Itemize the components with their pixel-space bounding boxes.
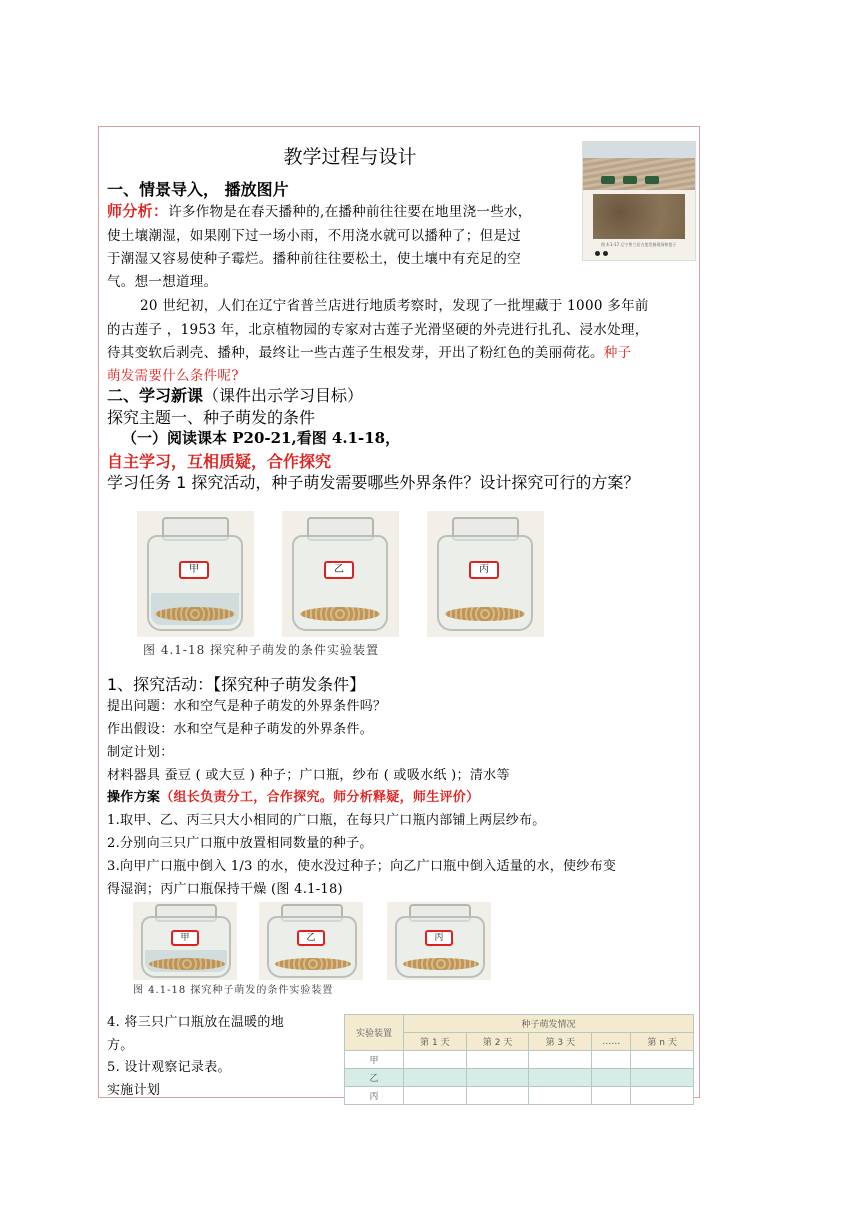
jar-label-c: 丙 [469,561,499,579]
day-header: 第 1 天 [404,1033,467,1051]
implement-line: 实施计划 [107,1083,161,1098]
table-row [345,1087,694,1105]
table-row [345,1069,694,1087]
step-4b: 方。 [107,1038,134,1053]
row-label: 乙 [345,1069,404,1087]
analysis-label: 师分析： [107,202,169,220]
story-question: 萌发需要什么条件呢? [107,368,239,384]
jar-photo-a [137,511,254,637]
step-5: 5. 设计观察记录表。 [107,1060,231,1075]
jar-label-b: 乙 [324,561,354,579]
topic-heading: 探究主题一、种子萌发的条件 [107,408,316,427]
jar-photo-b-2 [259,902,363,980]
day-header: 第 2 天 [466,1033,529,1051]
page-title: 教学过程与设计 [283,146,417,168]
plan-line: 制定计划： [107,745,174,760]
row-label: 甲 [345,1051,404,1069]
jar-label-b-2: 乙 [297,930,325,946]
hypothesis-line: 作出假设：水和空气是种子萌发的外界条件。 [107,722,374,737]
farm-photo [582,141,696,261]
figure-caption-2: 图 4.1-18 探究种子萌发的条件实验装置 [133,985,334,996]
jar-photo-c [427,511,544,637]
analysis-line-3: 于潮湿又容易使种子霉烂。播种前往往要松土，使土壤中有充足的空 [107,251,521,267]
table-group-header: 种子萌发情况 [404,1015,694,1033]
story-line-1: 20 世纪初，人们在辽宁省普兰店进行地质考察时，发现了一批埋藏于 1000 多年前 [140,298,649,314]
story-line-3 [107,341,631,361]
table-corner: 实验装置 [345,1015,404,1051]
section-2-title: 二、学习新课 [107,386,204,405]
analysis-line-1 [107,200,532,221]
materials-line: 材料器具 蚕豆 ( 或大豆 ) 种子；广口瓶，纱布 ( 或吸水纸 )；清水等 [107,768,510,783]
table-row [345,1051,694,1069]
jar-photo-c-2 [387,902,491,980]
photo-caption: 图 4.1-17 辽宁普兰店古莲发掘现场和莲子 [601,242,677,247]
jar-label-a: 甲 [179,561,209,579]
day-header: 第 n 天 [631,1033,694,1051]
jar-photo-a-2 [133,902,237,980]
row-label: 丙 [345,1087,404,1105]
story-text-3: 待其变软后剥壳、播种，最终让一些古莲子生根发芽，开出了粉红色的美丽荷花。 [107,345,604,361]
activity-heading: 1、探究活动：【探究种子萌发条件】 [107,675,366,694]
figure-caption: 图 4.1-18 探究种子萌发的条件实验装置 [143,643,380,657]
jar-label-a-2: 甲 [171,930,199,946]
section-2-note: （课件出示学习目标） [203,386,364,405]
story-question-start: 种子 [603,345,632,361]
step-2: 2.分别向三只广口瓶中放置相同数量的种子。 [107,836,373,851]
step-1: 1.取甲、乙、丙三只大小相同的广口瓶，在每只广口瓶内部铺上两层纱布。 [107,813,546,828]
learning-task: 学习任务 1 探究活动，种子萌发需要哪些外界条件？设计探究可行的方案？ [107,473,640,492]
analysis-line-2: 使土壤潮湿，如果刚下过一场小雨，不用浇水就可以播种了；但是过 [107,228,521,244]
section-1-heading: 一、情景导入， 播放图片 [107,180,289,199]
analysis-line-4: 气。想一想道理。 [107,274,218,290]
day-header: …… [592,1033,631,1051]
step-4a: 4. 将三只广口瓶放在温暖的地 [107,1015,285,1030]
step-3a: 3.向甲广口瓶中倒入 1/3 的水，使水没过种子；向乙广口瓶中倒入适量的水，使纱布变 [107,859,617,874]
question-line: 提出问题：水和空气是种子萌发的外界条件吗？ [107,699,387,714]
self-study-line: 自主学习，互相质疑，合作探究 [107,452,332,471]
steps-label: 操作方案 [107,790,161,805]
read-instruction: （一）阅读课本 P20-21,看图 4.1-18， [122,429,401,447]
steps-note: （组长负责分工，合作探究。师分析释疑，师生评价） [160,790,480,805]
step-3b: 得湿润；丙广口瓶保持干燥 (图 4.1-18) [107,882,343,897]
section-2-heading [107,383,363,406]
analysis-text-1: 许多作物是在春天播种的,在播种前往往要在地里浇一些水， [168,204,532,220]
jar-label-c-2: 丙 [425,930,453,946]
observation-table [344,1014,694,1105]
steps-line [107,786,479,805]
day-header: 第 3 天 [529,1033,592,1051]
jar-photo-b [282,511,399,637]
story-line-2: 的古莲子 ，1953 年，北京植物园的专家对古莲子光滑坚硬的外壳进行扎孔、浸水处理， [107,322,649,338]
